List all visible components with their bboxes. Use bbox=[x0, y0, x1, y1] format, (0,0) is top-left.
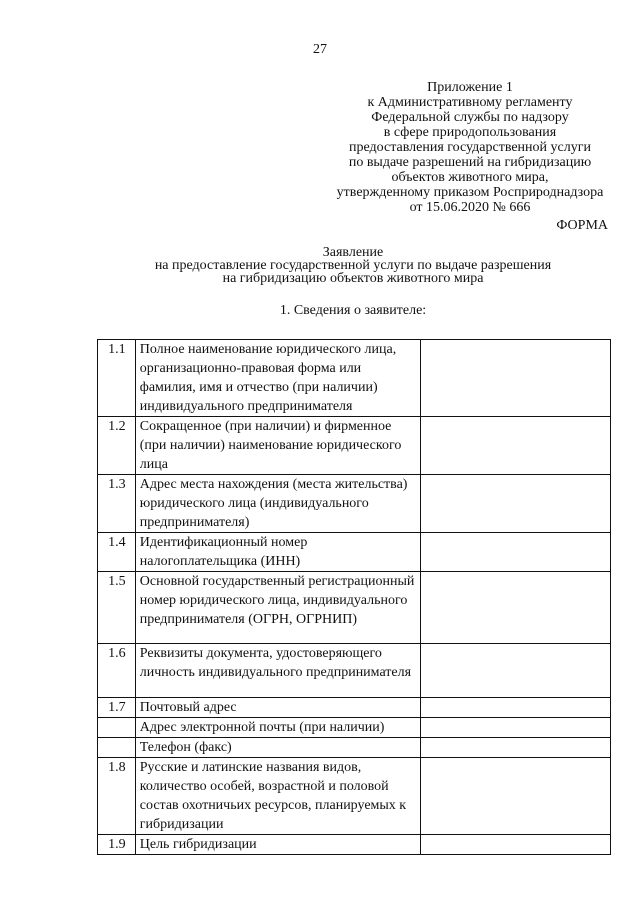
row-label: Сокращенное (при наличии) и фирменное (при наличии) наименование юридического лица bbox=[135, 417, 420, 475]
row-value-field[interactable] bbox=[420, 758, 610, 835]
table-row bbox=[98, 698, 611, 718]
row-value-field[interactable] bbox=[420, 533, 610, 572]
row-value-field[interactable] bbox=[420, 698, 610, 718]
table-row bbox=[98, 475, 611, 533]
title-line: на предоставление государственной услуги по выдаче разрешения bbox=[154, 258, 552, 273]
table-row bbox=[98, 340, 611, 417]
appendix-line: предоставления государственной услуги bbox=[349, 140, 591, 155]
document-title bbox=[0, 246, 640, 285]
table-row bbox=[98, 835, 611, 855]
appendix-line: Федеральной службы по надзору bbox=[371, 110, 569, 125]
row-value-field[interactable] bbox=[420, 340, 610, 417]
row-number bbox=[98, 718, 136, 738]
applicant-info-table bbox=[97, 339, 611, 855]
table-row bbox=[98, 417, 611, 475]
row-value-field[interactable] bbox=[420, 835, 610, 855]
row-value-field[interactable] bbox=[420, 417, 610, 475]
row-number: 1.4 bbox=[98, 533, 136, 572]
appendix-line: Приложение 1 bbox=[427, 80, 513, 95]
row-number bbox=[98, 738, 136, 758]
row-label: Телефон (факс) bbox=[135, 738, 420, 758]
row-value-field[interactable] bbox=[420, 738, 610, 758]
row-label: Адрес электронной почты (при наличии) bbox=[135, 718, 420, 738]
appendix-line: в сфере природопользования bbox=[383, 125, 557, 140]
row-label: Идентификационный номер налогоплательщика (ИНН) bbox=[135, 533, 420, 572]
row-value-field[interactable] bbox=[420, 718, 610, 738]
table-row bbox=[98, 758, 611, 835]
section-title: 1. Сведения о заявителе: bbox=[279, 303, 427, 318]
appendix-header bbox=[300, 80, 640, 215]
appendix-line: объектов животного мира, bbox=[391, 170, 549, 185]
appendix-line: к Административному регламенту bbox=[367, 95, 573, 110]
row-value-field[interactable] bbox=[420, 572, 610, 644]
table-row bbox=[98, 718, 611, 738]
row-number: 1.7 bbox=[98, 698, 136, 718]
title-line: Заявление bbox=[322, 245, 384, 260]
row-value-field[interactable] bbox=[420, 475, 610, 533]
row-label: Основной государственный регистрационный номер юридического лица, индивидуального предпринимателя (ОГРН, ОГРНИП) bbox=[135, 572, 420, 644]
appendix-line: от 15.06.2020 № 666 bbox=[409, 200, 531, 215]
row-number: 1.2 bbox=[98, 417, 136, 475]
row-label: Реквизиты документа, удостоверяющего личность индивидуального предпринимателя bbox=[135, 644, 420, 698]
row-number: 1.3 bbox=[98, 475, 136, 533]
row-value-field[interactable] bbox=[420, 644, 610, 698]
row-label: Адрес места нахождения (места жительства) юридического лица (индивидуального предпринимателя) bbox=[135, 475, 420, 533]
title-line: на гибридизацию объектов животного мира bbox=[222, 271, 484, 286]
row-label: Полное наименование юридического лица, организационно-правовая форма или фамилия, имя и отчество (при наличии) индивидуального предпринимателя bbox=[135, 340, 420, 417]
form-label: ФОРМА bbox=[556, 218, 608, 233]
row-number: 1.1 bbox=[98, 340, 136, 417]
table-row bbox=[98, 533, 611, 572]
row-number: 1.5 bbox=[98, 572, 136, 644]
appendix-line: утвержденному приказом Росприроднадзора bbox=[336, 185, 604, 200]
row-number: 1.6 bbox=[98, 644, 136, 698]
table-row bbox=[98, 572, 611, 644]
row-label: Цель гибридизации bbox=[135, 835, 420, 855]
table-row bbox=[98, 738, 611, 758]
appendix-line: по выдаче разрешений на гибридизацию bbox=[348, 155, 592, 170]
row-label: Почтовый адрес bbox=[135, 698, 420, 718]
table-row bbox=[98, 644, 611, 698]
row-number: 1.9 bbox=[98, 835, 136, 855]
row-label: Русские и латинские названия видов, количество особей, возрастной и половой состав охотничьих ресурсов, планируемых к гибридизации bbox=[135, 758, 420, 835]
page-number: 27 bbox=[313, 42, 327, 57]
row-number: 1.8 bbox=[98, 758, 136, 835]
